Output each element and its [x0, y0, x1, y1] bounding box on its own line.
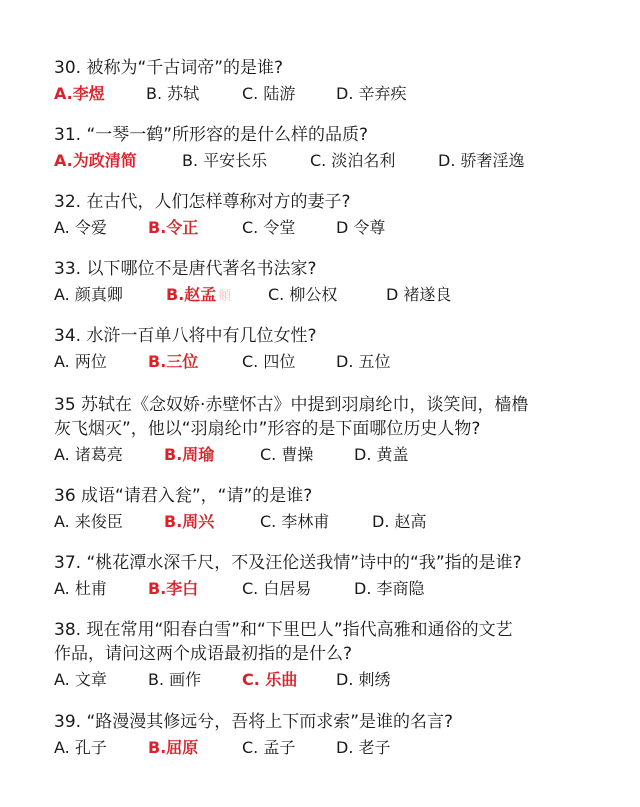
option-d: D 褚遂良 — [386, 285, 452, 304]
question-text: 30. 被称为“千古词帝”的是谁? — [54, 58, 284, 78]
option-d: D. 刺绣 — [336, 670, 391, 689]
option-b: B. 画作 — [148, 670, 202, 689]
option-b-correct: B.周瑜 — [164, 445, 215, 464]
option-c: C. 白居易 — [242, 579, 312, 598]
option-c: C. 令堂 — [242, 218, 296, 237]
options-row — [54, 443, 614, 467]
option-b-correct: B.三位 — [148, 352, 199, 371]
question-text: 31. “一琴一鹤”所形容的是什么样的品质? — [54, 125, 369, 145]
question-text: 36 成语“请君入瓮”，“请”的是谁? — [54, 486, 313, 506]
question-block-36 — [54, 484, 614, 534]
question-text: 33. 以下哪位不是唐代著名书法家? — [54, 259, 317, 279]
options-row — [54, 510, 614, 534]
question-block-33 — [54, 257, 614, 307]
option-c: C. 李林甫 — [260, 512, 330, 531]
option-a: A. 颜真卿 — [54, 285, 123, 304]
question-block-35 — [54, 393, 614, 467]
option-d: D. 李商隐 — [354, 579, 425, 598]
option-d: D. 赵高 — [372, 512, 427, 531]
option-c: C. 淡泊名利 — [310, 151, 396, 170]
option-a: A. 杜甫 — [54, 579, 107, 598]
option-c: C. 孟子 — [242, 738, 296, 757]
options-row — [54, 216, 614, 240]
option-c: C. 四位 — [242, 352, 296, 371]
option-b: B. 平安长乐 — [182, 151, 268, 170]
question-block-37 — [54, 551, 614, 601]
option-b-correct: B.屈原 — [148, 738, 199, 757]
options-row — [54, 736, 614, 760]
option-c: C. 曹操 — [260, 445, 314, 464]
option-a: A. 来俊臣 — [54, 512, 123, 531]
option-c: C. 柳公权 — [268, 285, 338, 304]
option-a: A. 两位 — [54, 352, 107, 371]
option-d: D. 黄盖 — [354, 445, 409, 464]
options-row — [54, 82, 614, 106]
option-b-correct: B.周兴 — [164, 512, 215, 531]
question-block-38 — [54, 618, 614, 692]
option-a: A. 文章 — [54, 670, 107, 689]
option-b-correct — [166, 283, 231, 309]
watermark-char: 頫 — [218, 289, 232, 304]
question-block-34 — [54, 324, 614, 374]
option-d: D. 骄奢淫逸 — [438, 151, 525, 170]
question-block-31 — [54, 123, 614, 173]
option-c: C. 陆游 — [242, 84, 296, 103]
question-text: 37. “桃花潭水深千尺，不及汪伦送我情”诗中的“我”指的是谁? — [54, 553, 522, 573]
question-text: 34. 水浒一百单八将中有几位女性? — [54, 326, 317, 346]
option-a: A. 孔子 — [54, 738, 107, 757]
question-text: 38. 现在常用“阳春白雪”和“下里巴人”指代高雅和通俗的文艺 作品，请问这两个成语最初指的是什么? — [54, 620, 513, 664]
options-row — [54, 149, 614, 173]
option-a: A. 令爱 — [54, 218, 107, 237]
option-d: D. 五位 — [336, 352, 391, 371]
question-block-32 — [54, 190, 614, 240]
question-block-39 — [54, 710, 614, 760]
option-b-correct: B.令正 — [148, 218, 199, 237]
option-d: D 令尊 — [336, 218, 386, 237]
options-row — [54, 283, 614, 307]
options-row — [54, 668, 614, 692]
question-block-30 — [54, 56, 614, 106]
option-b-correct: B.李白 — [148, 579, 199, 598]
option-c-correct: C. 乐曲 — [242, 670, 298, 689]
option-a-correct: A.李煜 — [54, 84, 105, 103]
question-text: 32. 在古代，人们怎样尊称对方的妻子? — [54, 192, 351, 212]
option-d: D. 老子 — [336, 738, 391, 757]
options-row — [54, 577, 614, 601]
option-d: D. 辛弃疾 — [336, 84, 407, 103]
question-text: 39. “路漫漫其修远兮，吾将上下而求索”是谁的名言? — [54, 712, 454, 732]
option-b-label: B.赵孟 — [166, 285, 217, 304]
option-a-correct: A.为政清简 — [54, 151, 137, 170]
option-a: A. 诸葛亮 — [54, 445, 123, 464]
options-row — [54, 350, 614, 374]
question-text: 35 苏轼在《念奴娇·赤壁怀古》中提到羽扇纶巾，谈笑间，樯橹 灰飞烟灭”，他以“羽扇纶巾”形容的是下面哪位历史人物? — [54, 395, 529, 439]
option-b: B. 苏轼 — [146, 84, 200, 103]
